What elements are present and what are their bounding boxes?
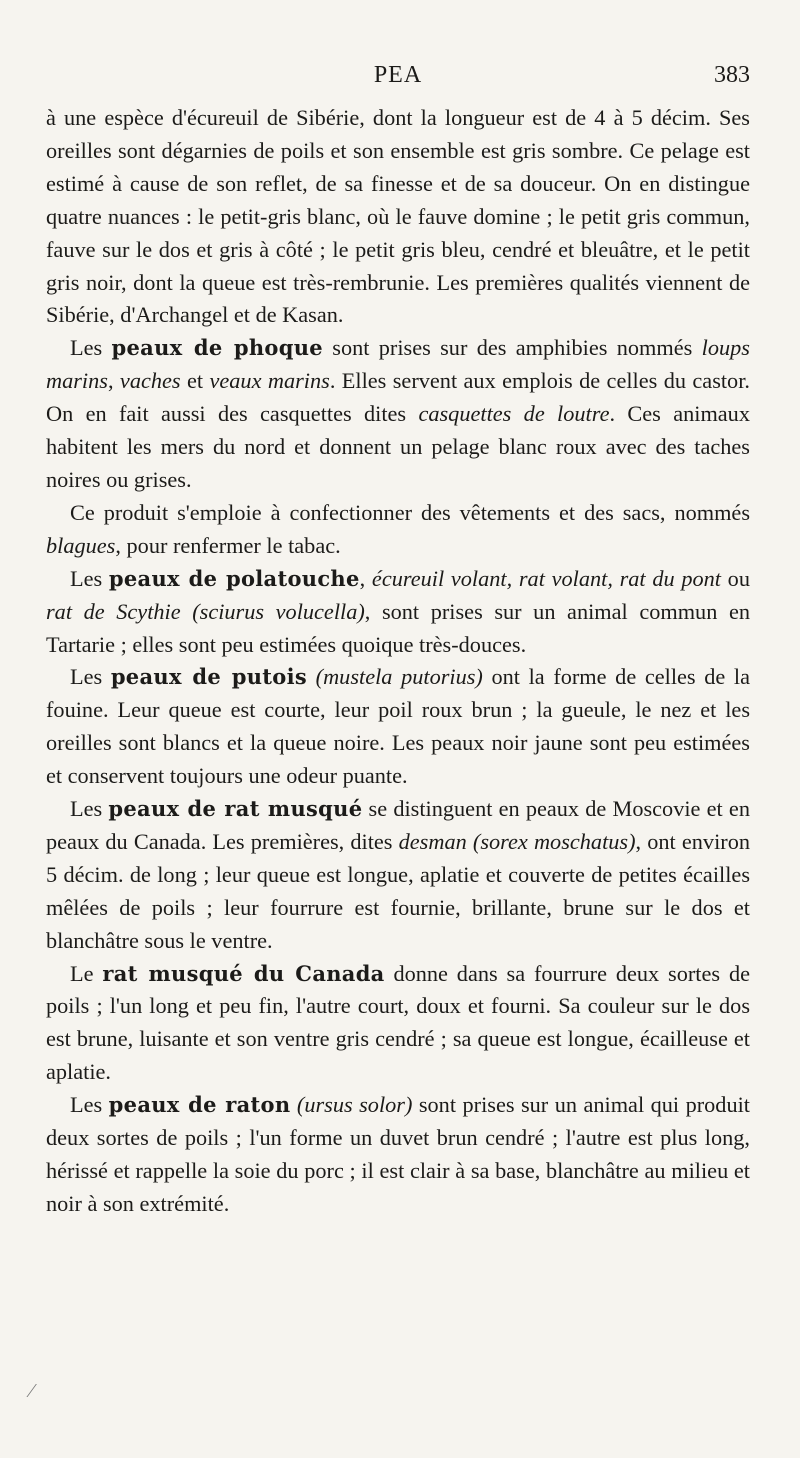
text-run: et — [180, 368, 210, 394]
text-run: se distinguent en peaux de Moscovie et en peaux du Canada. Les premières, dites — [46, 796, 750, 854]
page-header — [46, 62, 750, 102]
page-number: 383 — [714, 62, 750, 88]
entry-term: peaux de raton — [108, 1092, 291, 1118]
text-run: , pour renfermer le tabac. — [115, 532, 341, 558]
text-run: ou — [720, 565, 750, 591]
entry-term: peaux de phoque — [111, 335, 323, 361]
italic-term: vaches — [119, 368, 181, 394]
text-run: . Elles servent aux emplois de celles du castor. On en fait aussi des casquettes dites — [46, 368, 750, 427]
text-run — [307, 664, 316, 689]
stray-mark: ⁄ — [30, 1380, 34, 1402]
entry-term: peaux de polatouche — [108, 565, 360, 591]
paragraph — [46, 793, 750, 958]
paragraph — [46, 1089, 750, 1221]
text-run: , — [107, 368, 120, 394]
paragraph — [46, 102, 750, 332]
italic-term: desman (sorex moschatus) — [398, 828, 636, 854]
text-run: Ce produit s'emploie à confectionner des vêtements et des sacs, nommés — [70, 499, 750, 525]
text-run: ont la forme de celles de la fouine. Leur queue est courte, leur poil roux brun ; la gueule, le nez et les oreilles sont blancs et la queue noire. Les peaux noir jaune sont peu estimées et conservent toujours une odeur puante. — [46, 664, 751, 789]
paragraph — [46, 563, 750, 662]
text-run: à une espèce d'écureuil de Sibérie, dont la longueur est de 4 à 5 décim. Ses oreilles sont dégarnies de poils et son ensemble est gris sombre. Ce pelage est estimé à cause de son reflet, de sa finesse et de sa douceur. On en distingue quatre nuances : le petit-gris blanc, où le fauve domine ; le petit gris commun, fauve sur le dos et gris à côté ; le petit gris bleu, cendré et bleuâtre, et le petit gris noir, dont la queue est très-rembrunie. Les premières qualités viennent de Sibérie, d'Archangel et de Kasan. — [46, 105, 750, 328]
text-run: Le — [70, 960, 103, 986]
italic-term: casquettes de loutre — [418, 401, 610, 427]
text-run: Les — [70, 796, 109, 822]
paragraph — [46, 497, 750, 563]
text-run: , — [359, 565, 372, 591]
text-run: Les — [70, 335, 112, 361]
entry-term: peaux de rat musqué — [108, 796, 363, 822]
text-run: sont prises sur des amphibies nommés — [322, 335, 702, 361]
text-run: , ont environ 5 décim. de long ; leur queue est longue, aplatie et couverte de petites écailles mêlées de poils ; leur fourrure est fournie, brillante, brune sur le dos et blanchâtre sous le ventre. — [46, 828, 751, 953]
entry-term: peaux de putois — [110, 664, 308, 690]
text-run: , sont prises sur un animal commun en Tartarie ; elles sont peu estimées quoique très-douces. — [46, 598, 750, 657]
italic-term: (mustela putorius) — [315, 664, 483, 690]
text-run: donne dans sa fourrure deux sortes de poils ; l'un long et peu fin, l'autre court, doux et fourni. Sa couleur sur le dos est brune, luisante et son ventre gris cendré ; sa queue est longue, écailleuse et aplatie. — [46, 960, 750, 1085]
italic-term: écureuil volant, rat volant, rat du pont — [371, 565, 721, 591]
paragraph — [46, 958, 750, 1090]
italic-term: loups marins — [46, 335, 750, 394]
italic-term: veaux marins — [209, 368, 330, 394]
paragraph — [46, 332, 750, 497]
text-run: Les — [70, 664, 111, 690]
text-run: Les — [70, 565, 109, 591]
text-run: sont prises sur un animal qui produit deux sortes de poils ; l'un forme un duvet brun cendré ; l'autre est plus long, hérissé et rappelle la soie du porc ; il est clair à sa base, blanchâtre au milieu et noir à son extrémité. — [46, 1092, 750, 1216]
text-run: . Ces animaux habitent les mers du nord et donnent un pelage blanc roux avec des taches noires ou grises. — [46, 401, 750, 492]
body-text — [46, 102, 750, 1221]
paragraph — [46, 661, 750, 793]
italic-term: blagues — [46, 532, 116, 558]
running-head: PEA — [373, 62, 423, 88]
italic-term: (ursus solor) — [296, 1092, 413, 1118]
text-run: Les — [70, 1092, 109, 1118]
entry-term: rat musqué du Canada — [102, 960, 385, 986]
italic-term: rat de Scythie (sciurus volucella) — [46, 598, 365, 624]
